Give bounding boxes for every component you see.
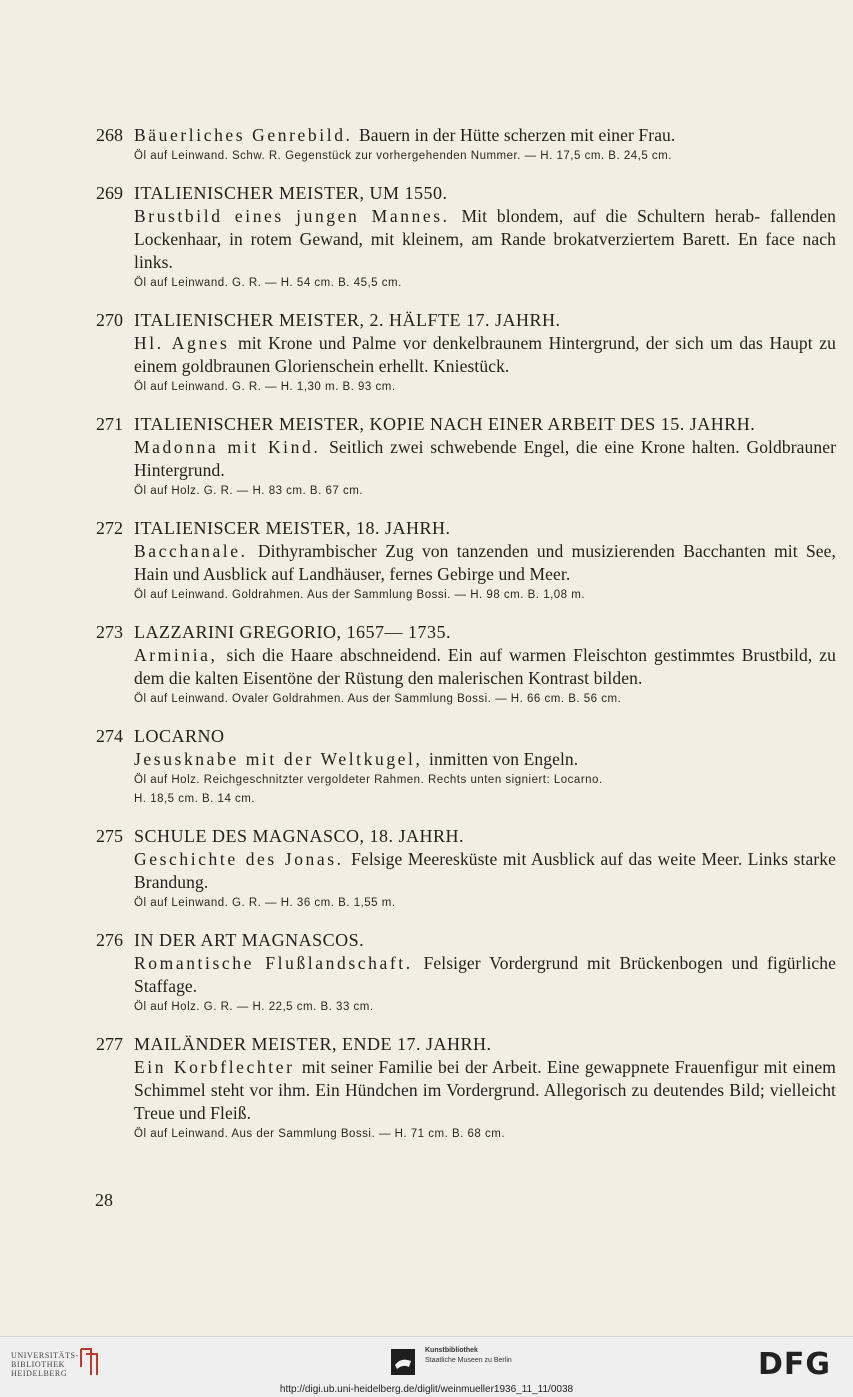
entry-number: 269	[96, 183, 123, 203]
description-text: Seitlich zwei schwebende Engel, die eine Krone halten.	[329, 437, 740, 457]
description-text: das Haupt zu einem goldbraunen Glorienschein erhellt. Kniestück.	[134, 333, 836, 376]
description-text: Dithyrambischer Zug von tanzenden und musizierenden Bacchanten	[257, 541, 766, 561]
artwork-title: Geschichte des Jonas.	[134, 849, 344, 869]
technical-details: Öl auf Leinwand. Ovaler Goldrahmen. Aus der Sammlung Bossi. — H. 66 cm. B. 56 cm.	[134, 693, 622, 705]
entry-number: 274	[96, 726, 123, 746]
description-text: Mit blondem, auf die Schultern herab-	[461, 206, 761, 226]
description-text: Felsige Meeresküste mit Ausblick auf das weite Meer.	[351, 849, 743, 869]
description-text: Brustbild, zu dem die kalten Eisentöne der Rüstung den malerischen Kontrast bilden.	[134, 645, 836, 688]
entry-description	[134, 540, 836, 586]
description-text: mit seiner Familie bei der Arbeit. Eine gewappnete Frauenfigur	[301, 1057, 759, 1077]
artist-heading: LAZZARINI GREGORIO, 1657— 1735.	[134, 622, 451, 642]
artwork-title: Bacchanale.	[134, 541, 248, 561]
entry-number: 268	[96, 125, 123, 145]
catalog-entry	[96, 309, 836, 397]
footer-bar	[0, 1336, 853, 1397]
ub-heidelberg-label[interactable]: UNIVERSITÄTS- BIBLIOTHEK HEIDELBERG	[11, 1351, 79, 1378]
technical-details: Öl auf Holz. Reichgeschnitzter vergoldeter Rahmen. Rechts unten signiert: Locarno.	[134, 774, 603, 786]
artist-heading: ITALIENISCHER MEISTER, 2. HÄLFTE 17. JAHRH.	[134, 310, 561, 330]
description-text: zu deutendes Bild; vielleicht Treue und Fleiß.	[134, 1080, 837, 1123]
description-text: Felsiger Vordergrund mit Brückenbogen und	[423, 953, 759, 973]
artist-heading: ITALIENISCHER MEISTER, KOPIE NACH EINER ARBEIT DES 15. JAHRH.	[134, 414, 756, 434]
entry-number: 277	[96, 1034, 123, 1054]
artwork-title: Arminia,	[134, 645, 218, 665]
description-text: mit Krone und Palme vor denkelbraunem Hintergrund, der sich um	[237, 333, 733, 353]
entry-description	[134, 436, 836, 482]
description-text: sich die Haare abschneidend. Ein auf warmen Fleischton gestimmtes	[226, 645, 735, 665]
entry-number: 273	[96, 622, 123, 642]
catalog-entry	[96, 1033, 836, 1144]
artwork-title: Bäuerliches Genrebild.	[134, 125, 353, 145]
entry-description	[134, 1056, 836, 1125]
artwork-title: Ein Korbflechter	[134, 1057, 295, 1077]
technical-details: Öl auf Holz. G. R. — H. 22,5 cm. B. 33 cm.	[134, 1001, 374, 1013]
entry-description	[134, 332, 836, 378]
entry-description	[134, 205, 836, 274]
catalog-entry	[96, 825, 836, 913]
ub-heidelberg-logo-icon[interactable]	[77, 1345, 103, 1379]
artist-heading: ITALIENISCER MEISTER, 18. JAHRH.	[134, 518, 451, 538]
dfg-logo[interactable]: DFG	[758, 1347, 832, 1382]
artwork-title: Madonna mit Kind.	[134, 437, 321, 457]
description-text: fallenden Lockenhaar, in rotem Gewand, mit kleinem, am Rande brokatverziertem	[134, 206, 837, 249]
technical-details: Öl auf Leinwand. Aus der Sammlung Bossi. — H. 71 cm. B. 68 cm.	[134, 1128, 506, 1140]
artist-heading: SCHULE DES MAGNASCO, 18. JAHRH.	[134, 826, 465, 846]
artist-heading: MAILÄNDER MEISTER, ENDE 17. JAHRH.	[134, 1034, 492, 1054]
entry-body	[134, 124, 836, 166]
entry-body	[134, 309, 836, 397]
catalog-entry	[96, 725, 836, 809]
entry-body	[134, 1033, 836, 1144]
description-text: Bauern in der Hütte scherzen mit einer Frau.	[359, 125, 676, 145]
catalog-entry	[96, 413, 836, 501]
kunstbibliothek-label[interactable]: Kunstbibliothek Staatliche Museen zu Berlin	[425, 1347, 512, 1364]
entry-number: 270	[96, 310, 123, 330]
entry-description	[134, 644, 836, 690]
catalog-entry	[96, 929, 836, 1017]
artwork-title: Jesusknabe mit der Weltkugel,	[134, 749, 423, 769]
entry-body	[134, 182, 836, 293]
description-text: Barett. En face nach links.	[134, 229, 836, 272]
catalog-entry	[96, 182, 836, 293]
kunstbibliothek-logo-icon[interactable]	[391, 1349, 415, 1375]
description-text: mit See, Hain und Ausblick auf Landhäuser, fernes Gebirge und Meer.	[134, 541, 836, 584]
entry-description	[134, 748, 836, 771]
artwork-title: Brustbild eines jungen Mannes.	[134, 206, 450, 226]
technical-details: Öl auf Leinwand. G. R. — H. 1,30 m. B. 93 cm.	[134, 381, 396, 393]
description-text: mit einem Schimmel steht vor ihm. Ein Hündchen im Vordergrund. Allegorisch	[134, 1057, 836, 1100]
entry-description	[134, 848, 836, 894]
catalog-entry	[96, 124, 836, 166]
technical-details: Öl auf Leinwand. G. R. — H. 54 cm. B. 45,5 cm.	[134, 277, 402, 289]
technical-details: Öl auf Leinwand. G. R. — H. 36 cm. B. 1,55 m.	[134, 897, 396, 909]
artist-heading: LOCARNO	[134, 726, 225, 746]
entry-description	[134, 952, 836, 998]
entry-body	[134, 517, 836, 605]
entry-description	[134, 124, 836, 147]
description-text: Links starke Brandung.	[134, 849, 836, 892]
entry-number: 271	[96, 414, 123, 434]
entry-body	[134, 929, 836, 1017]
technical-details: Öl auf Holz. G. R. — H. 83 cm. B. 67 cm.	[134, 485, 363, 497]
source-url[interactable]: http://digi.ub.uni-heidelberg.de/diglit/weinmueller1936_11_11/0038	[279, 1384, 574, 1395]
technical-details: Öl auf Leinwand. Goldrahmen. Aus der Sammlung Bossi. — H. 98 cm. B. 1,08 m.	[134, 589, 586, 601]
catalog-entry	[96, 517, 836, 605]
artwork-title: Romantische Flußlandschaft.	[134, 953, 413, 973]
page-number: 28	[95, 1190, 113, 1210]
description-text: inmitten von Engeln.	[428, 749, 579, 769]
technical-details: H. 18,5 cm. B. 14 cm.	[134, 793, 256, 805]
catalog-entry	[96, 621, 836, 709]
artist-heading: IN DER ART MAGNASCOS.	[134, 930, 365, 950]
entry-number: 276	[96, 930, 123, 950]
catalog-entries	[96, 124, 836, 1160]
artist-heading: ITALIENISCHER MEISTER, UM 1550.	[134, 183, 448, 203]
entry-body	[134, 413, 836, 501]
description-text: figürliche Staffage.	[134, 953, 836, 996]
entry-number: 275	[96, 826, 123, 846]
entry-body	[134, 825, 836, 913]
artwork-title: Hl. Agnes	[134, 333, 230, 353]
technical-details: Öl auf Leinwand. Schw. R. Gegenstück zur vorhergehenden Nummer. — H. 17,5 cm. B. 24,5 cm.	[134, 150, 672, 162]
entry-number: 272	[96, 518, 123, 538]
entry-body	[134, 725, 836, 809]
entry-body	[134, 621, 836, 709]
description-text: Goldbrauner Hintergrund.	[134, 437, 836, 480]
